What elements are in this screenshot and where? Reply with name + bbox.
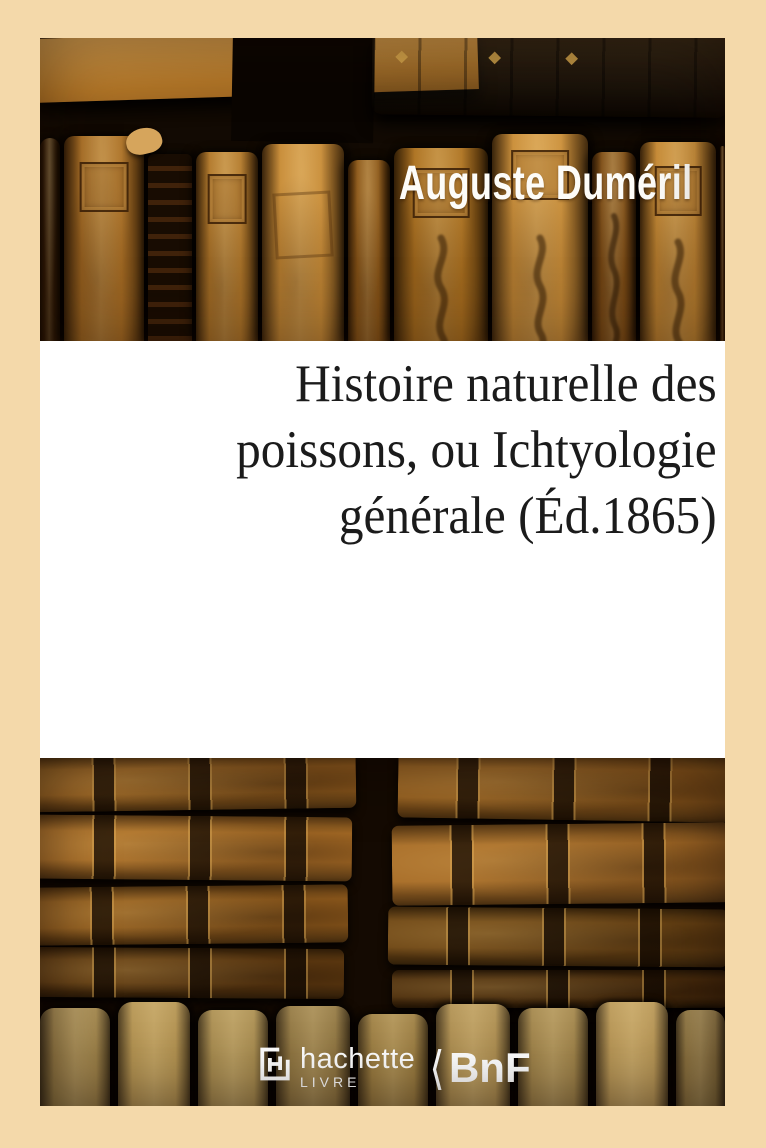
stacked-book [392,970,725,1008]
book-spine [720,146,725,341]
stacked-book [397,758,725,823]
torn-book-spine [148,154,192,341]
stacked-book [40,815,352,882]
stacked-book [40,884,348,945]
gilt-ornament [395,51,408,64]
book-spine [40,1008,110,1106]
bottom-books-photo [40,758,725,1106]
shelf-shadow [231,38,375,143]
spine-stamp [272,191,333,260]
handwritten-script [601,212,627,341]
title-band [40,341,725,758]
book-spine [596,1002,668,1106]
stacked-book [40,758,356,812]
bnf-bracket-icon: ⟨ [429,1041,445,1095]
hachette-imprint-livre: LIVRE [300,1074,361,1090]
book-spine [118,1002,190,1106]
title-line-3: générale (Éd.1865) [338,487,717,545]
hachette-h-monogram-icon [258,1046,292,1082]
top-books-photo [40,38,725,341]
gilt-ornament [488,52,501,65]
handwritten-script [424,234,458,341]
upper-shelf-books [372,38,725,118]
handwritten-script [663,238,693,341]
spine-label [80,162,129,212]
book-spine [196,152,258,341]
title-line-1: Histoire naturelle des [295,355,717,413]
hachette-wordmark: hachette [300,1043,416,1075]
gilt-ornament [565,52,578,65]
book-spine [40,138,60,341]
book-spine [676,1010,725,1106]
stacked-book [392,822,725,906]
book-title [88,351,725,549]
book-spine [64,136,144,341]
hachette-livre-logo [258,1043,416,1090]
cover-content [40,38,725,1106]
book-spine [348,160,390,341]
handwritten-script [523,234,557,341]
spine-label [208,174,247,224]
book-spine [262,144,344,341]
stacked-book [388,907,725,968]
title-line-2: poissons, ou Ichtyologie [236,421,717,479]
hachette-wordmark-group [300,1043,416,1090]
stacked-book [40,947,344,999]
bnf-logo [428,1041,531,1095]
bnf-wordmark: BnF [448,1044,531,1091]
author-name: Auguste Duméril [399,157,693,210]
